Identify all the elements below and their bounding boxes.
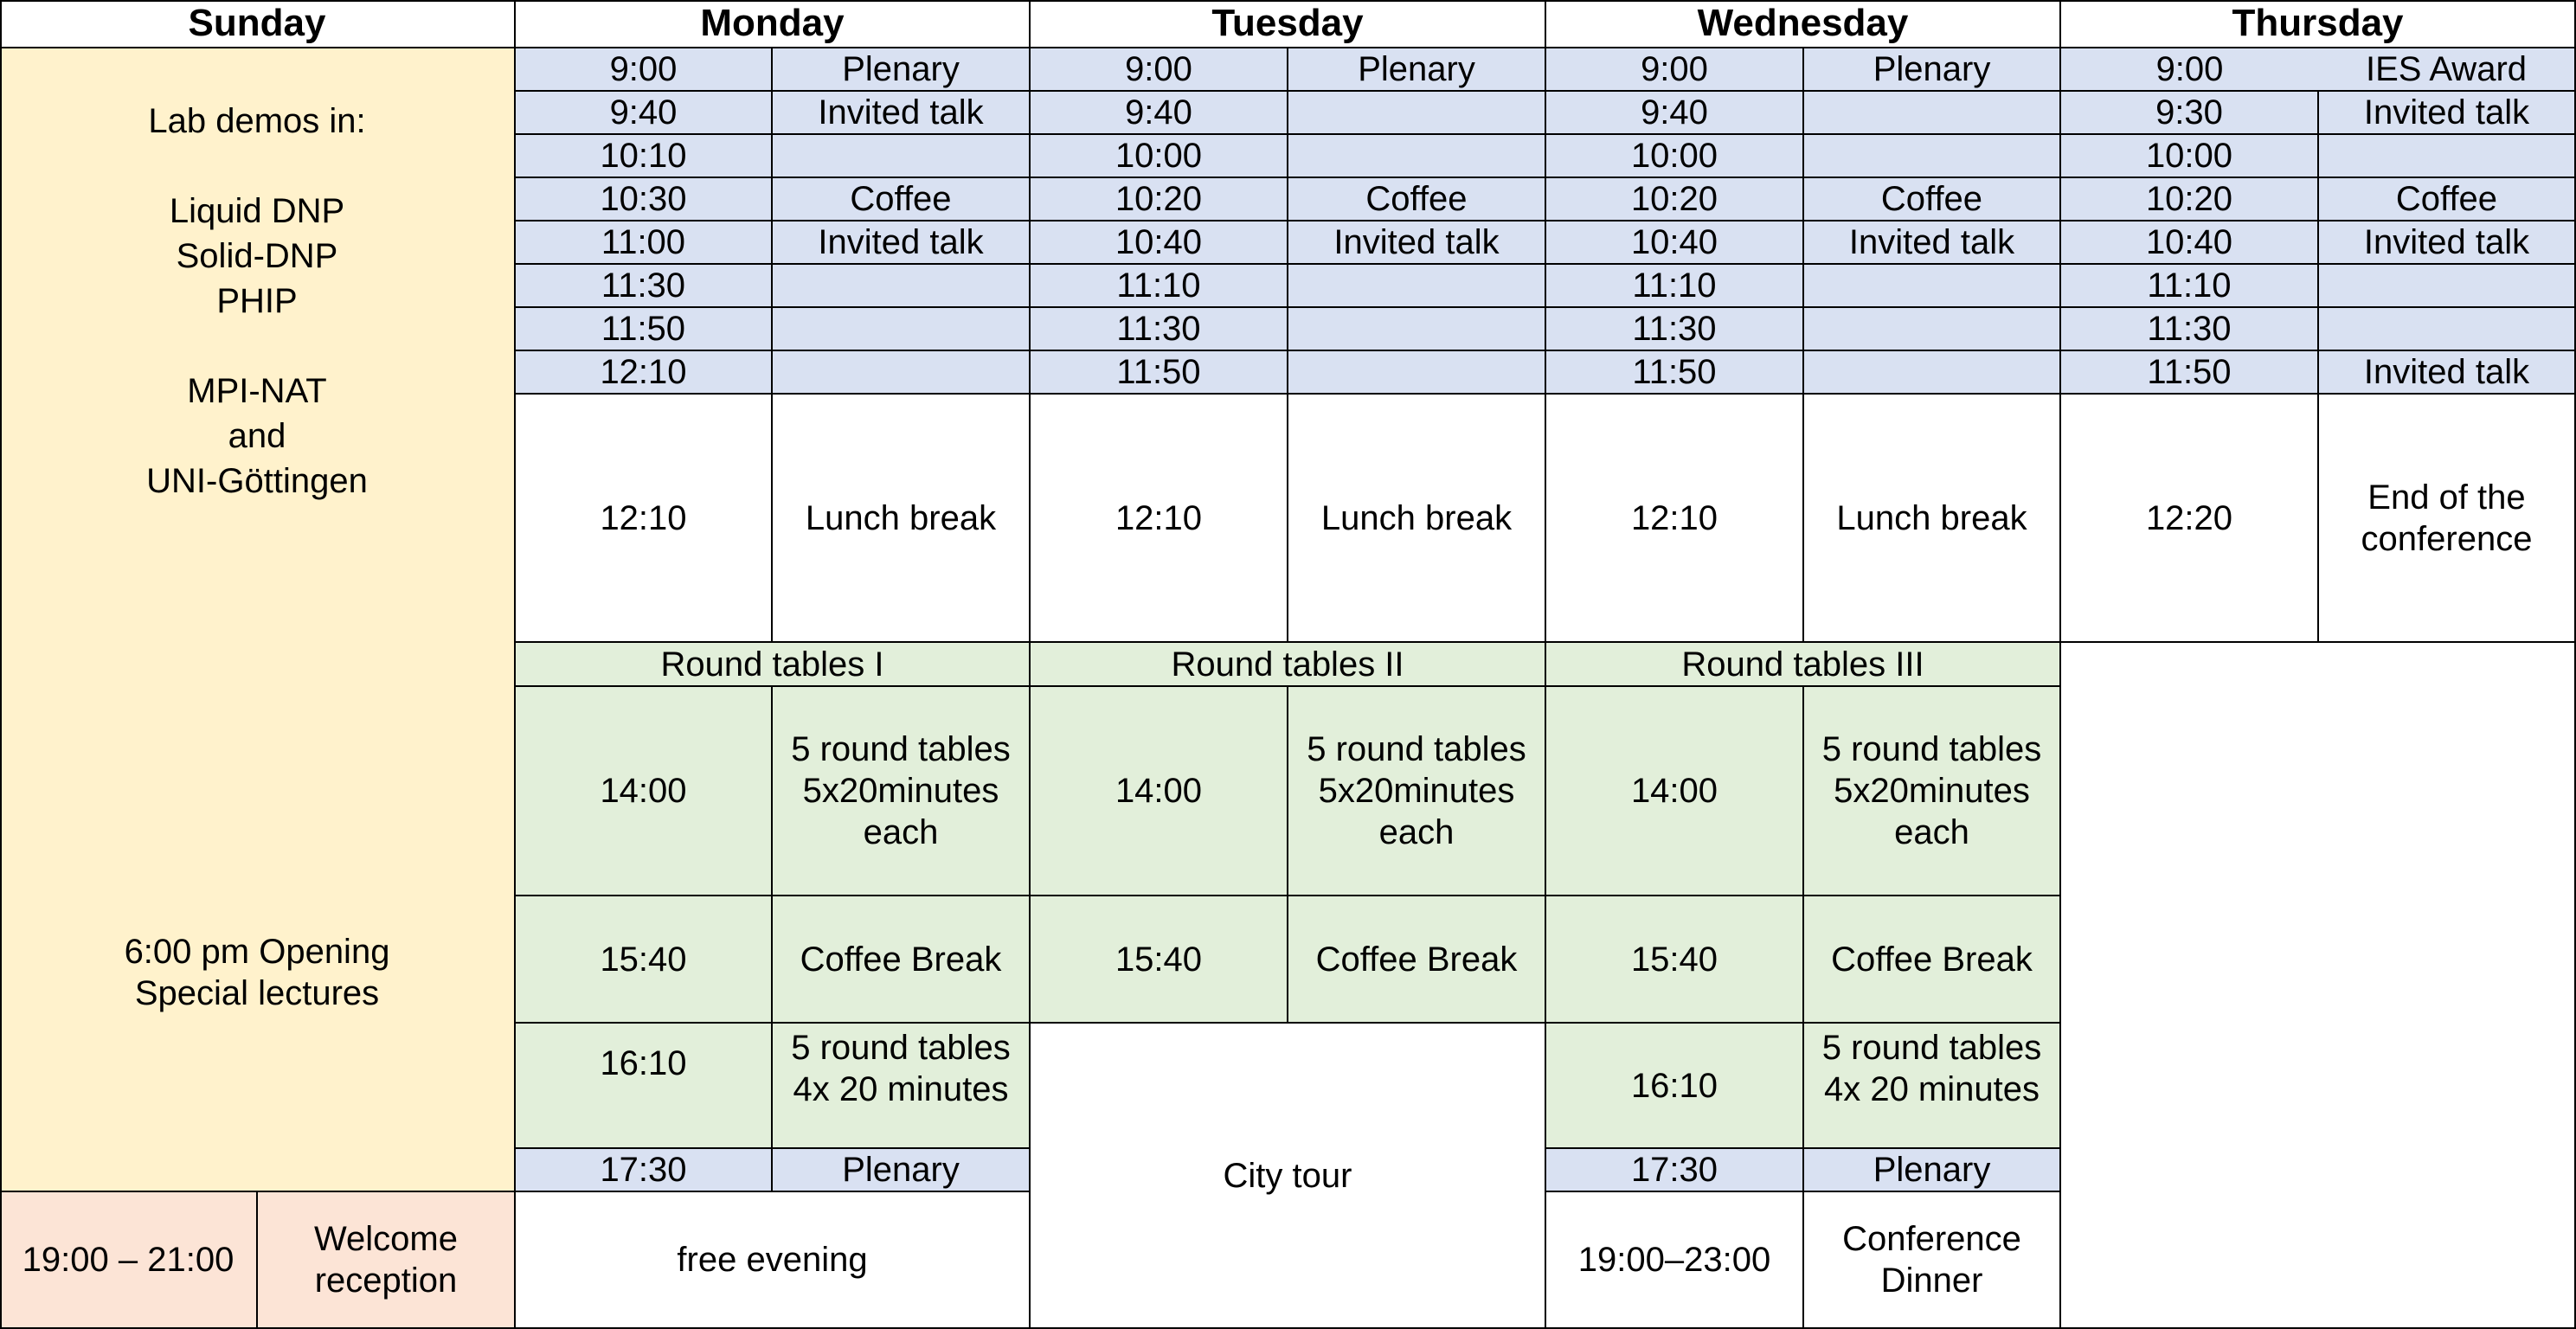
- monday-rt1-time: 14:00: [516, 687, 773, 896]
- monday-morning-time: 11:00: [516, 222, 773, 265]
- monday-free-evening: free evening: [516, 1192, 1031, 1329]
- thursday-morning-event: [2319, 308, 2576, 351]
- wednesday-plenary-time: 17:30: [1546, 1149, 1804, 1192]
- monday-morning-event: Invited talk: [773, 92, 1031, 135]
- thursday-morning-event: [2319, 265, 2576, 308]
- monday-coffee-time: 15:40: [516, 896, 773, 1024]
- thursday-morning-time: 9:30: [2061, 92, 2319, 135]
- thursday-morning-time: 10:20: [2061, 178, 2319, 222]
- tuesday-morning-time: 10:40: [1031, 222, 1288, 265]
- sunday-lab-demos: [0, 48, 516, 1192]
- monday-lunch-time: 12:10: [516, 395, 773, 643]
- monday-coffee-event: Coffee Break: [773, 896, 1031, 1024]
- wednesday-morning-time: 9:00: [1546, 48, 1804, 92]
- day-header-wednesday: Wednesday: [1546, 0, 2061, 48]
- wednesday-dinner-event: Conference Dinner: [1804, 1192, 2061, 1329]
- monday-morning-time: 10:10: [516, 135, 773, 178]
- tuesday-coffee-event: Coffee Break: [1288, 896, 1546, 1024]
- thursday-end-time: 12:20: [2061, 395, 2319, 643]
- day-header-monday: Monday: [516, 0, 1031, 48]
- monday-morning-time: 12:10: [516, 351, 773, 395]
- thursday-morning-time: 11:10: [2061, 265, 2319, 308]
- wednesday-morning-event: Invited talk: [1804, 222, 2061, 265]
- tuesday-rt1-time: 14:00: [1031, 687, 1288, 896]
- monday-morning-time: 9:00: [516, 48, 773, 92]
- thursday-morning-time: 10:00: [2061, 135, 2319, 178]
- monday-morning-event: [773, 308, 1031, 351]
- tuesday-morning-event: [1288, 92, 1546, 135]
- wednesday-morning-time: 9:40: [1546, 92, 1804, 135]
- wednesday-lunch-time: 12:10: [1546, 395, 1804, 643]
- thursday-morning-event: Coffee: [2319, 178, 2576, 222]
- wednesday-dinner-time: 19:00–23:00: [1546, 1192, 1804, 1329]
- day-header-thursday: Thursday: [2061, 0, 2576, 48]
- tuesday-morning-time: 9:00: [1031, 48, 1288, 92]
- sunday-lab-demos-text: Lab demos in: Liquid DNP Solid-DNP PHIP MPI-NAT and UNI-Göttingen: [146, 102, 368, 500]
- monday-morning-event: [773, 265, 1031, 308]
- monday-morning-event: [773, 135, 1031, 178]
- thursday-morning-event: [2319, 135, 2576, 178]
- thursday-morning-time: 10:40: [2061, 222, 2319, 265]
- monday-morning-event: [773, 351, 1031, 395]
- monday-lunch-event: Lunch break: [773, 395, 1031, 643]
- tuesday-morning-time: 9:40: [1031, 92, 1288, 135]
- tuesday-morning-event: [1288, 135, 1546, 178]
- wednesday-rt2-event: 5 round tables 4x 20 minutes: [1804, 1024, 2061, 1149]
- wednesday-morning-time: 10:40: [1546, 222, 1804, 265]
- monday-rt2-event: 5 round tables 4x 20 minutes: [773, 1024, 1031, 1149]
- thursday-end-event: End of the conference: [2319, 395, 2576, 643]
- monday-plenary-time: 17:30: [516, 1149, 773, 1192]
- tuesday-city-tour: City tour: [1031, 1024, 1546, 1329]
- thursday-award-event: IES Award: [2365, 50, 2528, 88]
- wednesday-morning-time: 10:20: [1546, 178, 1804, 222]
- tuesday-morning-event: [1288, 308, 1546, 351]
- monday-rt2-time: 16:10: [516, 1024, 773, 1149]
- thursday-morning-event: Invited talk: [2319, 222, 2576, 265]
- wednesday-lunch-event: Lunch break: [1804, 395, 2061, 643]
- tuesday-morning-event: Coffee: [1288, 178, 1546, 222]
- wednesday-morning-event: [1804, 265, 2061, 308]
- wednesday-morning-event: Coffee: [1804, 178, 2061, 222]
- thursday-morning-time: 11:50: [2061, 351, 2319, 395]
- tuesday-morning-time: 11:50: [1031, 351, 1288, 395]
- thursday-award-time: 9:00: [2155, 50, 2224, 88]
- tuesday-morning-time: 10:20: [1031, 178, 1288, 222]
- wednesday-morning-event: [1804, 308, 2061, 351]
- thursday-morning-event: Invited talk: [2319, 92, 2576, 135]
- tuesday-morning-event: Plenary: [1288, 48, 1546, 92]
- monday-morning-time: 10:30: [516, 178, 773, 222]
- monday-morning-time: 9:40: [516, 92, 773, 135]
- tuesday-round-tables-title: Round tables II: [1031, 643, 1546, 687]
- day-header-tuesday: Tuesday: [1031, 0, 1546, 48]
- tuesday-morning-event: Invited talk: [1288, 222, 1546, 265]
- tuesday-morning-time: 11:30: [1031, 308, 1288, 351]
- tuesday-rt1-event: 5 round tables 5x20minutes each: [1288, 687, 1546, 896]
- monday-plenary-event: Plenary: [773, 1149, 1031, 1192]
- wednesday-coffee-event: Coffee Break: [1804, 896, 2061, 1024]
- tuesday-morning-event: [1288, 351, 1546, 395]
- wednesday-coffee-time: 15:40: [1546, 896, 1804, 1024]
- wednesday-plenary-event: Plenary: [1804, 1149, 2061, 1192]
- wednesday-morning-time: 11:50: [1546, 351, 1804, 395]
- monday-morning-event: Plenary: [773, 48, 1031, 92]
- tuesday-morning-event: [1288, 265, 1546, 308]
- wednesday-round-tables-title: Round tables III: [1546, 643, 2061, 687]
- wednesday-rt2-time: 16:10: [1546, 1024, 1804, 1149]
- wednesday-morning-event: [1804, 135, 2061, 178]
- sunday-evening-event: Welcome reception: [258, 1192, 516, 1329]
- tuesday-lunch-event: Lunch break: [1288, 395, 1546, 643]
- tuesday-coffee-time: 15:40: [1031, 896, 1288, 1024]
- tuesday-morning-time: 11:10: [1031, 265, 1288, 308]
- monday-morning-time: 11:50: [516, 308, 773, 351]
- monday-morning-event: Invited talk: [773, 222, 1031, 265]
- wednesday-morning-event: [1804, 351, 2061, 395]
- thursday-award-row: [2061, 48, 2576, 92]
- wednesday-morning-event: [1804, 92, 2061, 135]
- tuesday-lunch-time: 12:10: [1031, 395, 1288, 643]
- monday-morning-time: 11:30: [516, 265, 773, 308]
- day-header-sunday: Sunday: [0, 0, 516, 48]
- thursday-morning-event: Invited talk: [2319, 351, 2576, 395]
- wednesday-rt1-time: 14:00: [1546, 687, 1804, 896]
- sunday-evening-time: 19:00 – 21:00: [0, 1192, 258, 1329]
- wednesday-morning-event: Plenary: [1804, 48, 2061, 92]
- wednesday-morning-time: 10:00: [1546, 135, 1804, 178]
- monday-morning-event: Coffee: [773, 178, 1031, 222]
- thursday-empty-afternoon: [2061, 643, 2576, 1329]
- wednesday-morning-time: 11:30: [1546, 308, 1804, 351]
- wednesday-rt1-event: 5 round tables 5x20minutes each: [1804, 687, 2061, 896]
- thursday-morning-time: 11:30: [2061, 308, 2319, 351]
- tuesday-morning-time: 10:00: [1031, 135, 1288, 178]
- sunday-opening: 6:00 pm Opening Special lectures: [124, 933, 390, 1012]
- wednesday-morning-time: 11:10: [1546, 265, 1804, 308]
- monday-round-tables-title: Round tables I: [516, 643, 1031, 687]
- monday-rt1-event: 5 round tables 5x20minutes each: [773, 687, 1031, 896]
